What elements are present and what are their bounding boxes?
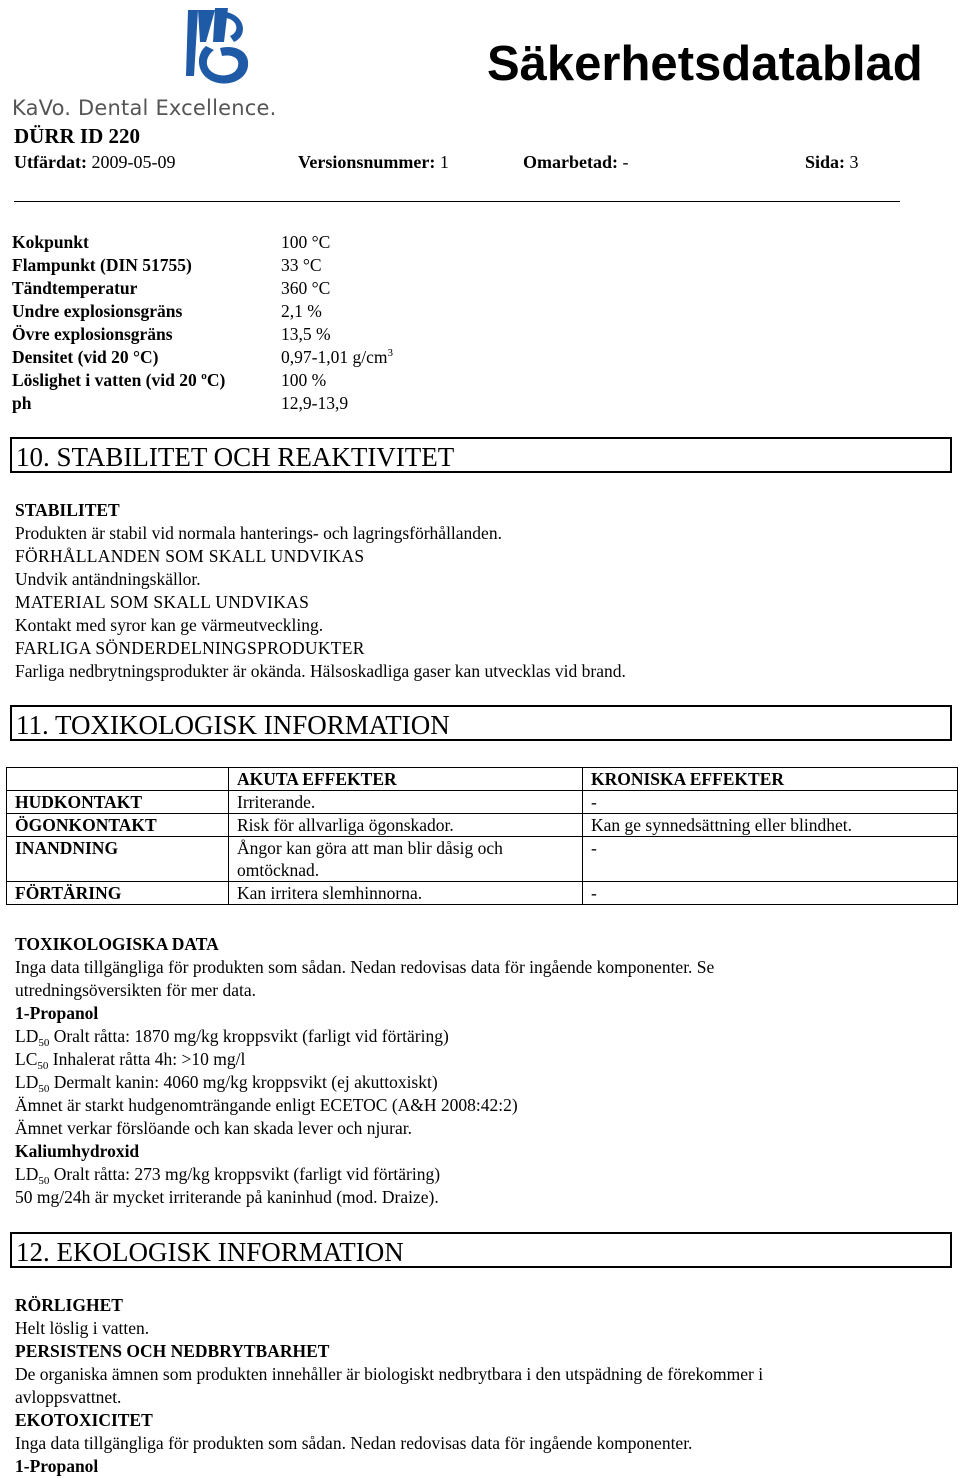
- document-title: Säkerhetsdatablad: [487, 37, 923, 91]
- section-10-header: 10. STABILITET OCH REAKTIVITET: [10, 437, 952, 473]
- toxicology-table: [6, 767, 958, 905]
- kavo-logo-mark: [10, 6, 250, 98]
- kavo-logo: [10, 6, 277, 124]
- table-row: ÖGONKONTAKT Risk för allvarliga ögonskador. Kan ge synnedsättning eller blindhet.: [7, 814, 958, 837]
- version-number: Versionsnummer: 1: [298, 152, 449, 172]
- revised-date: Omarbetad: -: [523, 152, 629, 172]
- section-11-body: TOXIKOLOGISKA DATA Inga data tillgängliga för produkten som sådan. Nedan redovisas data för ingående komponenter. Se utredningsöversikten för mer data. 1-Propanol $LD_{50}$ Oralt råtta: 1870 mg/kg kroppsvikt (farligt vid förtäring) $LC_{50}$ Inhalerat råtta 4h: >10 mg/l $LD_{50}$ Dermalt kanin: 4060 mg/kg kroppsvikt (ej akuttoxiskt) Ämnet är starkt hudgenomträngande enligt ECETOC (A&H 2008:42:2) Ämnet verkar förslöande och kan skada lever och njurar. Kaliumhydroxid $LD_{50}$ Oralt råtta: 273 mg/kg kroppsvikt (farligt vid förtäring) 50 mg/24h är mycket irriterande på kaninhud (mod. Draize).: [15, 934, 715, 1207]
- product-name: DÜRR ID 220: [14, 124, 140, 148]
- chronic-effects-header: KRONISKA EFFEKTER: [583, 768, 958, 791]
- section-12-body: RÖRLIGHET Helt löslig i vatten. PERSISTENS OCH NEDBRYTBARHET De organiska ämnen som produkten innehåller är biologiskt nedbrytbara i den utspädning de förekommer i avloppsvattnet. EKOTOXICITET Inga data tillgängliga för produkten som sådan. Nedan redovisas data för ingående komponenter. 1-Propanol: [15, 1295, 764, 1476]
- table-row: FÖRTÄRING Kan irritera slemhinnorna. -: [7, 882, 958, 905]
- table-row: HUDKONTAKT Irriterande. -: [7, 791, 958, 814]
- header-divider: [14, 201, 900, 202]
- section-11-header: 11. TOXIKOLOGISK INFORMATION: [10, 705, 952, 741]
- table-header-row: [7, 768, 958, 791]
- issued-date: Utfärdat: 2009-05-09: [14, 152, 176, 172]
- brand-tagline: KaVo. Dental Excellence.: [12, 96, 277, 120]
- acute-effects-header: AKUTA EFFEKTER: [229, 768, 583, 791]
- page-number: Sida: 3: [805, 152, 859, 172]
- section-10-body: STABILITET Produkten är stabil vid normala hanterings- och lagringsförhållanden. FÖRHÅLLANDEN SOM SKALL UNDVIKAS Undvik antändningskällor. MATERIAL SOM SKALL UNDVIKAS Kontakt med syror kan ge värmeutveckling. FARLIGA SÖNDERDELNINGSPRODUKTER Farliga nedbrytningsprodukter är okända. Hälsoskadliga gaser kan utvecklas vid brand.: [15, 500, 626, 681]
- section-12-header: 12. EKOLOGISK INFORMATION: [10, 1232, 952, 1268]
- table-row: INANDNING Ångor kan göra att man blir dåsig och omtöcknad. -: [7, 837, 958, 882]
